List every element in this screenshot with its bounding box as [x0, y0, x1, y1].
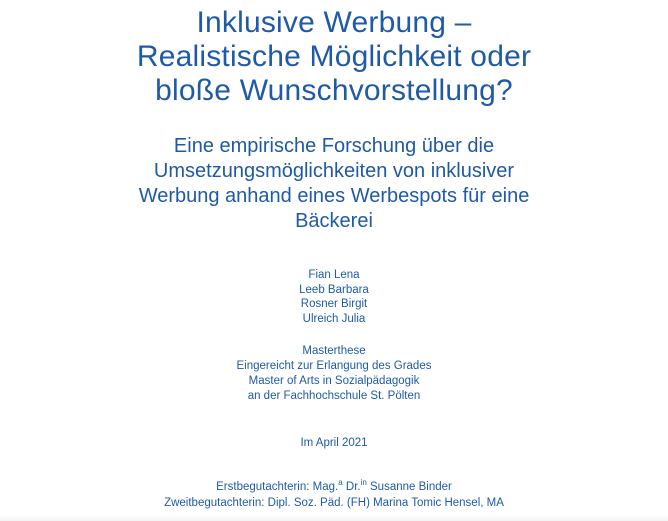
author-name: Fian Lena	[308, 269, 360, 281]
document-title	[40, 6, 628, 108]
degree-line-2: Master of Arts in Sozialpädagogik	[248, 375, 420, 387]
document-subtitle	[40, 134, 628, 234]
first-supervisor-sup-2: in	[360, 478, 367, 487]
first-supervisor-name-part-2: Dr.	[342, 480, 361, 493]
first-supervisor-name-part-1: Mag.	[309, 480, 339, 493]
first-supervisor-sup-1: a	[338, 478, 343, 487]
first-supervisor-role: Erstbegutachterin:	[216, 480, 310, 493]
subtitle-line-1: Eine empirische Forschung über die	[173, 135, 495, 157]
subtitle-line-3: Werbung anhand eines Werbespots für eine	[138, 185, 530, 207]
degree-line-3: an der Fachhochschule St. Pölten	[247, 390, 421, 402]
second-supervisor-name: Dipl. Soz. Päd. (FH) Marina Tomic Hensel, MA	[264, 496, 504, 509]
author-name: Leeb Barbara	[299, 283, 369, 296]
submission-date	[40, 436, 628, 451]
title-line-1: Inklusive Werbung –	[196, 6, 472, 39]
first-supervisor	[40, 475, 628, 495]
first-supervisor-name-part-3: Susanne Binder	[366, 480, 452, 493]
degree-info	[40, 344, 628, 404]
author-name: Rosner Birgit	[300, 298, 368, 310]
subtitle-line-4: Bäckerei	[295, 210, 373, 232]
second-supervisor	[40, 495, 628, 511]
subtitle-line-2: Umsetzungsmöglichkeiten von inklusiver	[153, 160, 515, 182]
title-line-3: bloße Wunschvorstellung?	[155, 74, 513, 107]
supervisor-list	[40, 475, 628, 511]
degree-line-1: Eingereicht zur Erlangung des Grades	[236, 360, 432, 372]
second-supervisor-role: Zweitbegutachterin:	[164, 496, 265, 509]
author-name: Ulreich Julia	[302, 312, 366, 325]
date-text: Im April 2021	[300, 437, 368, 449]
thesis-type: Masterthese	[302, 345, 366, 357]
document-page	[0, 6, 668, 521]
author-list	[40, 268, 628, 326]
title-line-2: Realistische Möglichkeit oder	[136, 40, 532, 73]
page-bottom-shadow	[0, 515, 668, 521]
